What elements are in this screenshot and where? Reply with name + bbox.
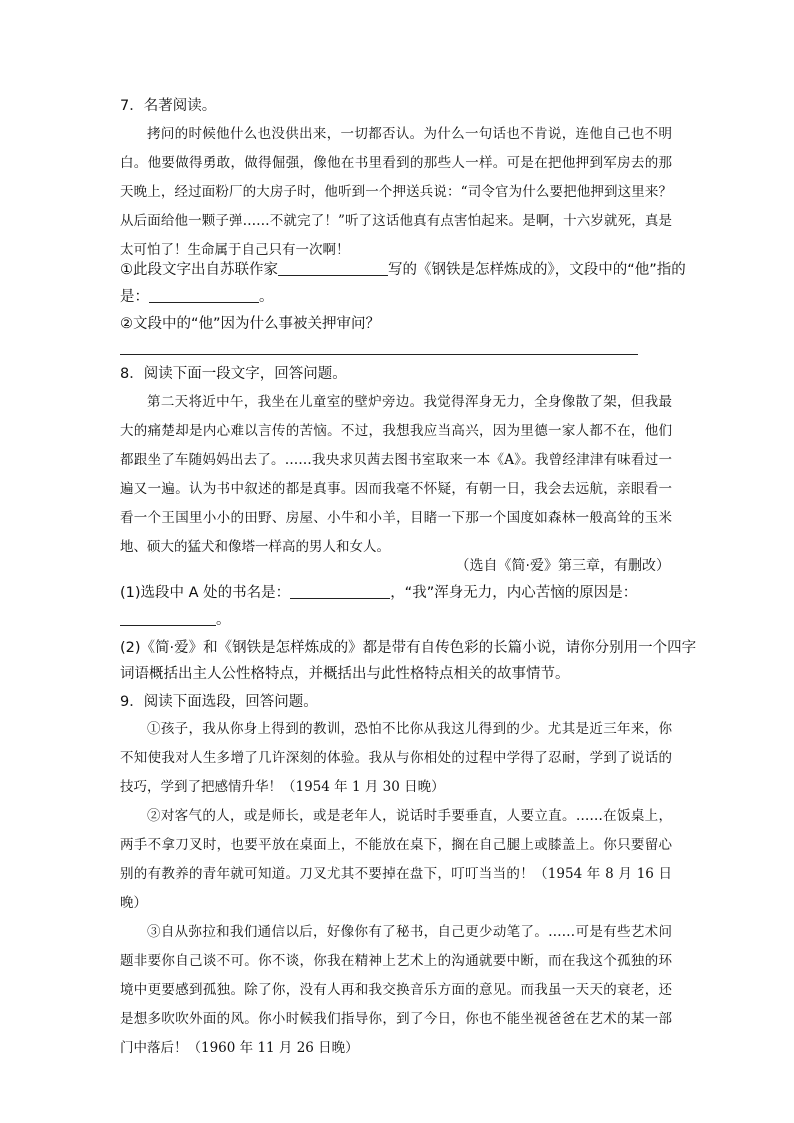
q8-item1-end: 。 bbox=[216, 612, 231, 628]
q8-passage bbox=[120, 388, 672, 562]
q7-item1-line2-pre: 是： bbox=[120, 289, 149, 305]
q8-reason-blank[interactable] bbox=[120, 610, 216, 626]
q7-passage-text: 拷问的时候他什么也没供出来，一切都否认。为什么一句话也不肯说，连他自己也不明白。他要做得勇敢，做得倔强，像他在书里看到的那些人一样。可是在把他押到军房去的那天晚上，经过面粉厂的大房子时，他听到一个押送兵说：“司令官为什么要把他押到这里来？从后面给他一颗子弹……不就完了！”听了这话他真有点害怕起来。是啊，十六岁就死，真是太可怕了！生命属于自己只有一次啊！ bbox=[120, 126, 672, 258]
q8-item2-line2: 词语概括出主人公性格特点，并概括出与此性格特点相关的故事情节。 bbox=[120, 666, 570, 682]
q9-passage bbox=[120, 715, 672, 1063]
q7-he-blank[interactable] bbox=[149, 287, 259, 303]
q7-item1-line2 bbox=[120, 287, 274, 307]
q9-para-3: ③自从弥拉和我们通信以后，好像你有了秘书，自己更少动笔了。……可是有些艺术问题非要你自己谈不可。你不谈，你我在精神上艺术上的沟通就要中断，而在我这个孤独的环境中更要感到孤独。除了你，没有人再和我交换音乐方面的意见。而我虽一天天的衰老，还是想多吹吹外面的风。你小时候我们指导你，到了今日，你也不能坐视爸爸在艺术的某一部门中落后！（1960 年 11 月 26 日晚） bbox=[120, 924, 672, 1056]
q7-item1-line2-post: 。 bbox=[259, 289, 274, 305]
q9-para-2: ②对客气的人，或是师长，或是老年人，说话时手要垂直，人要立直。……在饭桌上，两手不拿刀叉时，也要平放在桌面上，不能放在桌下，搁在自己腿上或膝盖上。你只要留心别的有教养的青年就可知道。刀叉尤其不要掉在盘下，叮叮当当的！（1954 年 8 月 16 日晚） bbox=[120, 808, 672, 911]
q7-item1-line1 bbox=[120, 260, 686, 280]
q8-title: 8．阅读下面一段文字，回答问题。 bbox=[120, 366, 347, 382]
q8-source: （选自《简·爱》第三章，有删改） bbox=[455, 558, 670, 574]
q7-passage bbox=[120, 120, 672, 265]
q7-answer-line[interactable] bbox=[120, 354, 638, 355]
q7-title: 7．名著阅读。 bbox=[120, 98, 217, 114]
q8-item1-line1 bbox=[120, 583, 637, 603]
q8-book-blank[interactable] bbox=[290, 583, 390, 599]
q8-item1-line2 bbox=[120, 610, 231, 630]
q9-title: 9．阅读下面选段，回答问题。 bbox=[120, 694, 318, 710]
q7-author-blank[interactable] bbox=[278, 260, 388, 276]
q7-item1-mid: 写的《钢铁是怎样炼成的》，文段中的“他”指的 bbox=[388, 262, 686, 278]
q8-item2-line1: (2)《简·爱》和《钢铁是怎样炼成的》都是带有自传色彩的长篇小说，请你分别用一个四字 bbox=[120, 640, 697, 656]
q7-item1-pre: ①此段文字出自苏联作家 bbox=[120, 262, 278, 278]
q7-item2: ②文段中的“他”因为什么事被关押审问？ bbox=[120, 316, 381, 332]
q8-item1-mid: ，“我”浑身无力，内心苦恼的原因是： bbox=[390, 585, 638, 601]
q8-passage-text: 第二天将近中午，我坐在儿童室的壁炉旁边。我觉得浑身无力，全身像散了架，但我最大的痛楚却是内心难以言传的苦恼。不过，我想我应当高兴，因为里德一家人都不在，他们都跟坐了车随妈妈出去了。……我央求贝茜去图书室取来一本《A》。我曾经津津有味看过一遍又一遍。认为书中叙述的都是真事。因而我毫不怀疑，有朝一日，我会去远航，亲眼看一看一个王国里小小的田野、房屋、小牛和小羊，目睹一下那一个国度如森林一般高耸的玉米地、硕大的猛犬和像塔一样高的男人和女人。 bbox=[120, 394, 672, 555]
q8-item1-pre: (1)选段中 A 处的书名是： bbox=[120, 585, 291, 601]
q9-para-1: ①孩子，我从你身上得到的教训，恐怕不比你从我这儿得到的少。尤其是近三年来，你不知使我对人生多增了几许深刻的体验。我从与你相处的过程中学得了忍耐，学到了说话的技巧，学到了把感情升华！（1954 年 1 月 30 日晚） bbox=[120, 721, 672, 795]
